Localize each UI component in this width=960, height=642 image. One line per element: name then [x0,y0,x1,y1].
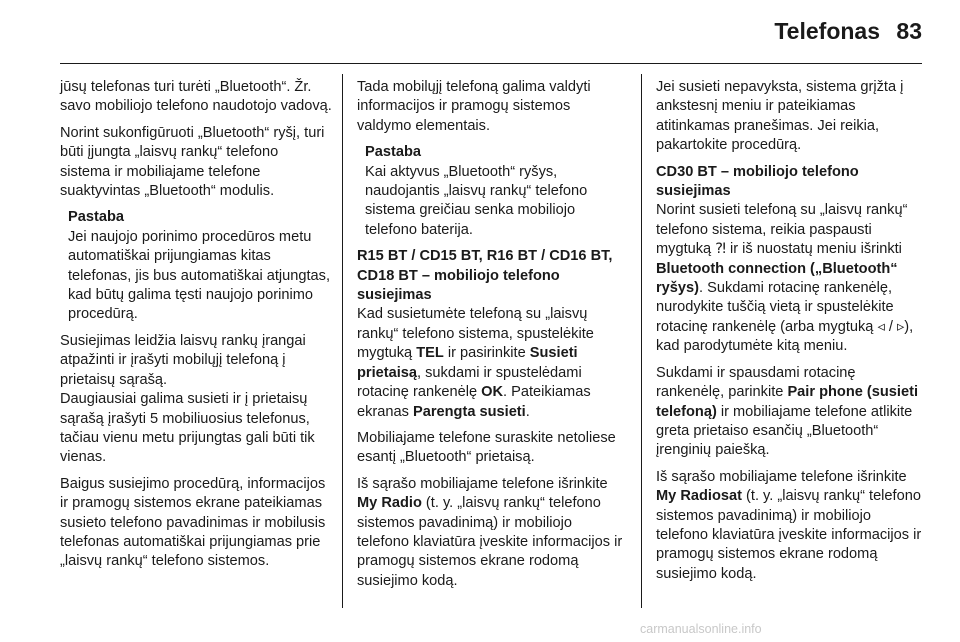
text-run: . Sukdami rotacinę rankenėlę, nurodykite tuščią vietą ir spustelėkite rotacinę rankenėlę (arba mygtuką [656,280,894,335]
column-2 [357,78,627,598]
column-3 [656,78,926,591]
text-run: Kad susietumėte telefoną su „laisvų rankų“ telefono sistema, spustelėkite mygtuką [357,306,594,362]
text-run: ir iš nuostatų meniu išrinkti [725,241,902,258]
paragraph: Susiejimas leidžia laisvų rankų įrangai atpažinti ir įrašyti mobilųjį telefoną į prietaisų sąrašą. [60,332,306,388]
text-run: . [525,403,530,420]
paragraph: Daugiausiai galima susieti ir į prietaisų sąrašą įrašyti 5 mobiliuosius telefonus, tačiau vienu metu prijungtas gali būti tik vienas. [60,391,315,466]
text-run: ir pasirinkite [443,345,530,362]
column-divider [342,74,343,608]
text-run: ), kad parodytumėte kitą meniu. [656,318,914,355]
text-run: (t. y. „laisvų rankų“ telefono sistemos pavadinimą) ir mobiliojo telefono klaviatūra įveskite informacijos ir pramogų sistemos ekrane rodomą susiejimo kodą. [656,488,922,582]
page-title: Telefonas [774,18,880,44]
note-box [60,208,332,324]
paragraph: Baigus susiejimo procedūrą, informacijos ir pramogų sistemos ekrane pateikiamas susieto telefono pavadinimas ir mobilusis telefonas automatiškai prijungiamas prie „laisvų rankų“ telefono sistemos. [60,475,326,570]
paragraph: jūsų telefonas turi turėti „Bluetooth“. Žr. savo mobiliojo telefono naudotojo vadovą. [60,79,332,115]
note-title: Pastaba [365,144,421,161]
note-box [357,143,627,240]
text-run: Sukdami ir spausdami rotacinę rankenėlę, parinkite [656,364,856,401]
button-label-ok: OK [481,384,504,401]
paragraph [357,305,627,421]
paragraph: Mobiliajame telefone suraskite netoliese esantį „Bluetooth“ prietaisą. [357,429,616,466]
section-heading: R15 BT / CD15 BT, R16 BT / CD16 BT, CD18 BT – mobiliojo telefono susiejimas [357,248,613,304]
text-run: , sukdami ir spustelėdami rotacinę rankenėlę [357,364,582,401]
arrow-buttons-icon: ◃ / ▹ [877,318,905,335]
note-text: Jei naujojo porinimo procedūros metu automatiškai prijungiamas kitas telefonas, jis bus automatiškai atjungtas, kad būtų galima tęsti naujojo porinimo procedūrą. [68,228,331,323]
menu-label: Pair phone (susieti telefoną) [656,384,918,420]
device-name: My Radio [357,495,422,512]
menu-label: Susieti prietaisą [357,345,578,381]
text-run: ir mobiliajame telefone atlikite greta prietaiso esančių „Bluetooth“ įrenginių paiešką. [656,403,913,459]
text-run: Iš sąrašo mobiliajame telefone išrinkite [357,475,608,492]
note-title: Pastaba [68,209,124,226]
screen-label: Parengta susieti [412,403,526,420]
header-rule [60,63,922,64]
watermark: carmanualsonline.info [640,622,762,636]
note-text: Kai aktyvus „Bluetooth“ ryšys, naudojantis „laisvų rankų“ telefono sistema greičiau senka mobiliojo telefono baterija. [365,163,588,238]
paragraph: Tada mobilųjį telefoną galima valdyti informacijos ir pramogų sistemos valdymo elementais. [357,79,591,134]
paragraph [656,468,926,584]
button-label-tel: TEL [416,345,444,362]
text-run: Iš sąrašo mobiliajame telefone išrinkite [656,468,907,485]
menu-label: Bluetooth connection („Bluetooth“ ryšys) [656,260,898,297]
paragraph: Norint sukonfigūruoti „Bluetooth“ ryšį, turi būti įjungta „laisvų rankų“ telefono sistema ir mobiliajame telefone suaktyvintas „Bluetooth“ modulis. [60,124,325,200]
paragraph: Jei susieti nepavyksta, sistema grįžta į ankstesnį meniu ir pateikiamas atitinkamas pranešimas. Jei reikia, pakartokite procedūrą. [656,79,904,154]
column-1 [60,78,332,579]
page-header [0,0,960,60]
column-divider [641,74,642,608]
text-run: . Pateikiamas ekranas [357,384,591,420]
page-number: 83 [896,18,922,44]
settings-button-icon: ⁈ [715,241,726,258]
text-run: (t. y. „laisvų rankų“ telefono sistemos pavadinimą) ir mobiliojo telefono klaviatūra įveskite informacijos ir pramogų sistemos ekrane rodomą susiejimo kodą. [357,495,623,589]
section-heading: CD30 BT – mobiliojo telefono susiejimas [656,163,859,200]
text-run: Norint susieti telefoną su „laisvų rankų“ telefono sistema, reikia paspausti mygtuką [656,202,908,258]
device-name: My Radiosat [656,488,742,505]
paragraph [357,475,627,591]
paragraph [656,364,926,461]
paragraph [656,201,926,356]
